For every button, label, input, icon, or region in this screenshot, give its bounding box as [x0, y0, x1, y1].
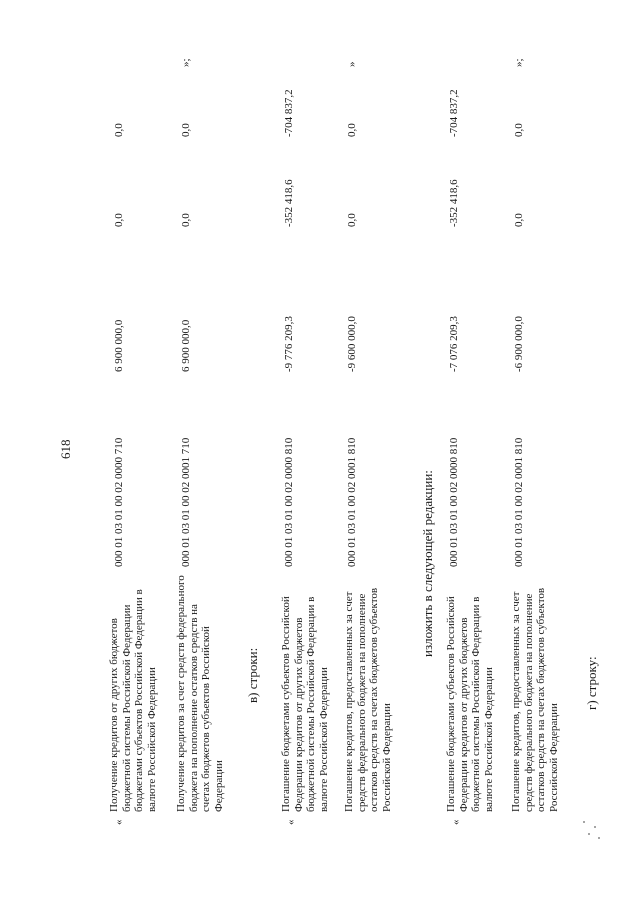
heading-g-stroku: г) строку:: [584, 656, 599, 710]
row-description: Получение кредитов от других бюджетов бюджетной системы Российской Федерации бюджетами субъектов Российской Федерации в валюте Российской Федерации: [108, 589, 158, 812]
scan-speck: [588, 833, 590, 835]
row-tail: »;: [180, 58, 192, 67]
row-value-1: 6 900 000,0: [180, 319, 192, 372]
row-code: 000 01 03 01 00 02 0001 810: [346, 437, 358, 567]
row-code: 000 01 03 01 00 02 0001 810: [513, 437, 525, 567]
row-quote: «: [113, 819, 125, 825]
row-value-2: 0,0: [346, 213, 358, 227]
row-quote: «: [285, 819, 297, 825]
row-value-2: 0,0: [513, 213, 525, 227]
row-code: 000 01 03 01 00 02 0000 810: [448, 437, 460, 567]
row-value-3: 0,0: [180, 123, 192, 137]
row-description: Погашение бюджетами субъектов Российской Федерации кредитов от других бюджетов бюджетной системы Российской Федерации в валюте Российской Федерации: [445, 596, 495, 812]
row-code: 000 01 03 01 00 02 0000 810: [283, 437, 295, 567]
scan-speck: [594, 826, 596, 828]
row-value-1: -9 776 209,3: [283, 316, 295, 372]
row-value-3: 0,0: [346, 123, 358, 137]
row-value-1: -7 076 209,3: [448, 316, 460, 372]
row-value-3: -704 837,2: [448, 89, 460, 137]
row-quote: «: [450, 819, 462, 825]
row-code: 000 01 03 01 00 02 0001 710: [180, 437, 192, 567]
row-description: Получение кредитов за счет средств федерального бюджета на пополнение остатков средств на счетах бюджетов субъектов Российской Федерации: [175, 575, 225, 812]
row-description: Погашение кредитов, предоставленных за счет средств федерального бюджета на пополнение остатков средств на счетах бюджетов субъектов Российской Федерации: [510, 587, 560, 812]
heading-v-stroki: в) строки:: [245, 647, 260, 703]
row-value-3: 0,0: [513, 123, 525, 137]
row-tail: »: [346, 61, 358, 67]
row-value-3: -704 837,2: [283, 89, 295, 137]
scan-speck: [598, 837, 600, 839]
row-tail: »;: [513, 58, 525, 67]
row-description: Погашение бюджетами субъектов Российской Федерации кредитов от других бюджетов бюджетной системы Российской Федерации в валюте Российской Федерации: [280, 596, 330, 812]
row-value-2: -352 418,6: [448, 179, 460, 227]
row-value-2: 0,0: [113, 213, 125, 227]
row-value-1: -9 600 000,0: [346, 316, 358, 372]
row-value-1: 6 900 000,0: [113, 319, 125, 372]
scan-speck: [583, 821, 585, 823]
row-value-2: 0,0: [180, 213, 192, 227]
row-value-2: -352 418,6: [283, 179, 295, 227]
row-code: 000 01 03 01 00 02 0000 710: [113, 437, 125, 567]
heading-izlozhit: изложить в следующей редакции:: [420, 470, 435, 657]
row-value-1: -6 900 000,0: [513, 316, 525, 372]
row-description: Погашение кредитов, предоставленных за счет средств федерального бюджета на пополнение остатков средств на счетах бюджетов субъектов Российской Федерации: [343, 587, 393, 812]
page-number: 618: [58, 439, 73, 459]
row-value-3: 0,0: [113, 123, 125, 137]
